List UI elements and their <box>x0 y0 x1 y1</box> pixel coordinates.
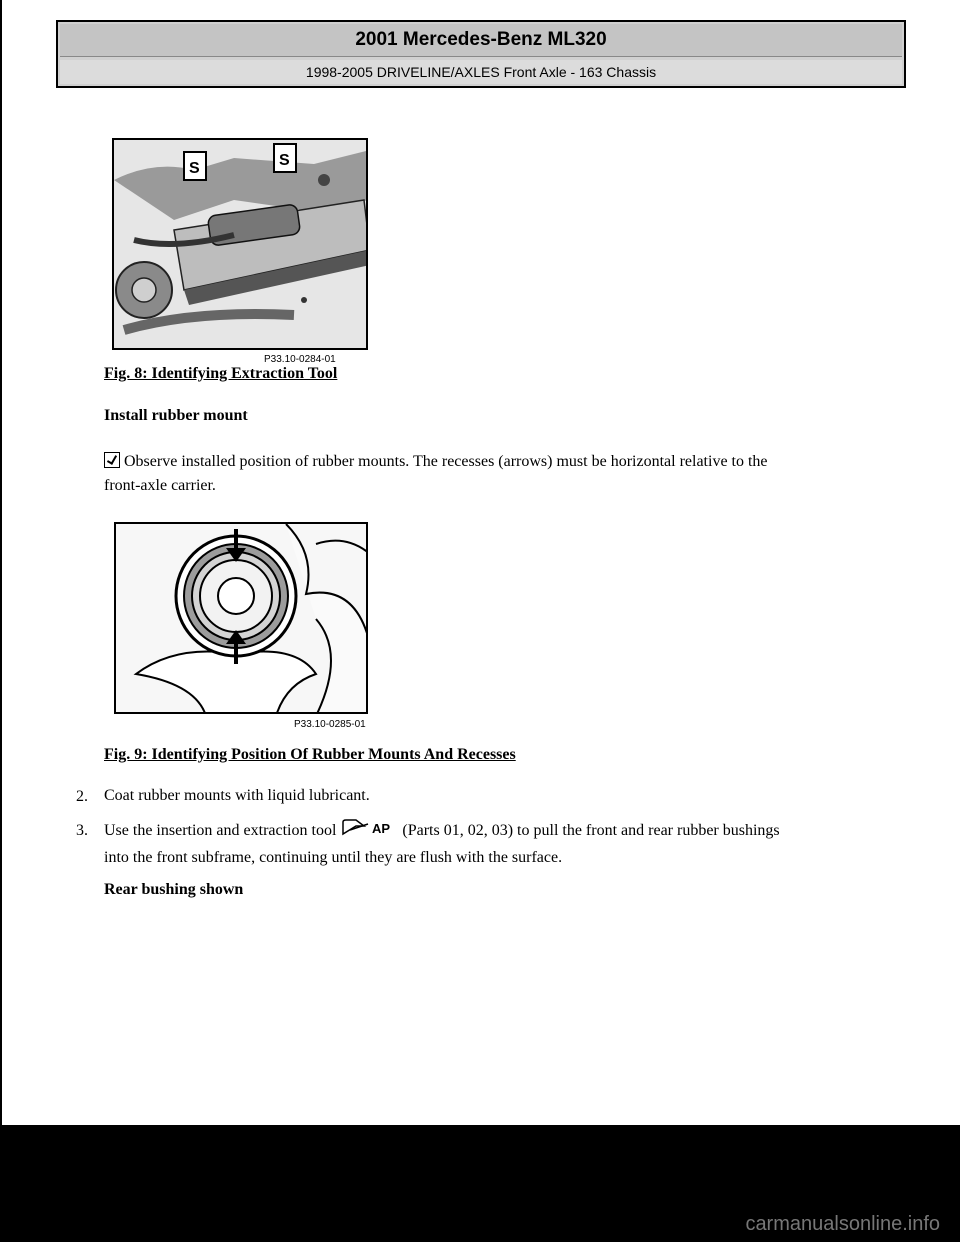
figure-9-caption: Fig. 9: Identifying Position Of Rubber Mounts And Recesses <box>104 746 516 763</box>
figure-8-image <box>112 138 368 350</box>
note-paragraph <box>104 450 904 498</box>
note-text-line1: Observe installed position of rubber mounts. The recesses (arrows) must be horizontal relative to the <box>124 453 768 470</box>
step-3-text-post: (Parts 01, 02, 03) to pull the front and rear rubber bushings <box>402 822 780 839</box>
figure-8-caption: Fig. 8: Identifying Extraction Tool <box>104 365 338 382</box>
svg-text:S: S <box>189 160 200 177</box>
header-title: 2001 Mercedes-Benz ML320 <box>60 24 902 57</box>
step-3-text-pre: Use the insertion and extraction tool <box>104 822 337 839</box>
note-text-line2: front-axle carrier. <box>104 477 216 494</box>
step-3-number: 3. <box>76 822 88 839</box>
note-check-icon <box>104 452 120 468</box>
svg-text:S: S <box>279 152 290 169</box>
page-header <box>56 20 906 88</box>
figure-8-code: P33.10-0284-01 <box>264 354 336 365</box>
tool-ap-icon <box>340 818 398 846</box>
header-subtitle: 1998-2005 DRIVELINE/AXLES Front Axle - 163 Chassis <box>60 60 902 84</box>
figure-9-image <box>114 522 368 714</box>
heading-rear-bushing: Rear bushing shown <box>104 881 244 898</box>
step-3-text-line2: into the front subframe, continuing until they are flush with the surface. <box>104 849 563 866</box>
step-3-paragraph <box>104 818 924 870</box>
heading-install-rubber-mount: Install rubber mount <box>104 407 248 424</box>
step-2-text: Coat rubber mounts with liquid lubricant. <box>104 787 370 804</box>
tool-ap-label: AP <box>372 821 391 836</box>
footer-bar <box>0 1125 960 1242</box>
step-2-number: 2. <box>76 788 88 805</box>
footer-watermark: carmanualsonline.info <box>745 1213 940 1235</box>
figure-9-code: P33.10-0285-01 <box>294 719 366 730</box>
